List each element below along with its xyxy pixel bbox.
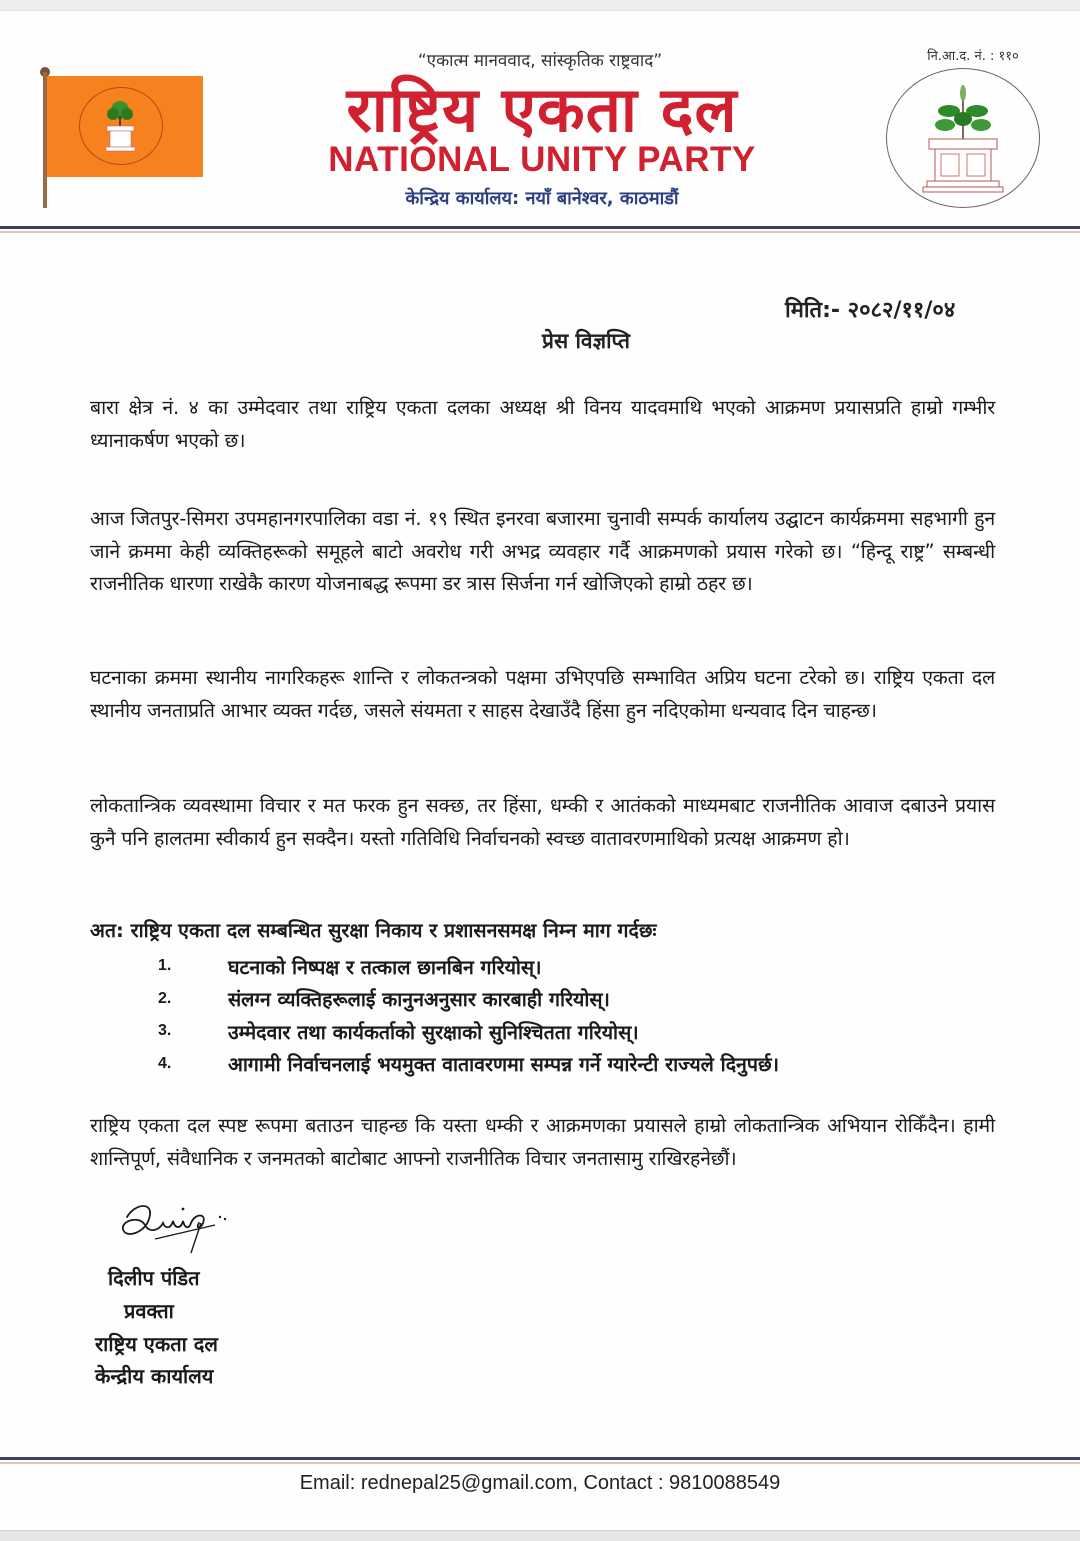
party-name-english: NATIONAL UNITY PARTY	[328, 140, 756, 179]
paragraph-1: बारा क्षेत्र नं. ४ का उम्मेदवार तथा राष्ट्रिय एकता दलका अध्यक्ष श्री विनय यादवमाथि भएको आक्रमण प्रयासप्रति हाम्रो गम्भीर ध्यानाकर्षण भएको छ।	[90, 396, 995, 452]
signatory-designation: प्रवक्ता	[124, 1299, 174, 1323]
document-title: प्रेस विज्ञप्ति	[542, 329, 630, 353]
paragraph-4: लोकतान्त्रिक व्यवस्थामा विचार र मत फरक हुन सक्छ, तर हिंसा, धम्की र आतंकको माध्यमबाट राजनीतिक आवाज दबाउने प्रयास कुनै पनि हालतमा स्वीकार्य हुन सक्दैन। यस्तो गतिविधि निर्वाचनको स्वच्छ वातावरणमाथिको प्रत्यक्ष आक्रमण हो।	[90, 794, 995, 850]
footer-divider-accent	[0, 1462, 1080, 1464]
demand-item	[158, 983, 998, 1016]
signatory-name: दिलीप पंडित	[108, 1266, 200, 1290]
party-motto: “एकात्म मानववाद, सांस्कृतिक राष्ट्रवाद”	[417, 51, 663, 71]
demand-number: 1.	[158, 957, 172, 975]
demand-number: 2.	[158, 989, 172, 1007]
paragraph-3: घटनाका क्रममा स्थानीय नागरिकहरू शान्ति र लोकतन्त्रको पक्षमा उभिएपछि सम्भावित अप्रिय घटना टरेको छ। राष्ट्रिय एकता दल स्थानीय जनताप्रति आभार व्यक्त गर्दछ, जसले संयमता र साहस देखाउँदै हिंसा हुन नदिएकोमा धन्यवाद दिन चाहन्छ।	[90, 666, 995, 722]
paragraph-2: आज जितपुर-सिमरा उपमहानगरपालिका वडा नं. १९ स्थित इनरवा बजारमा चुनावी सम्पर्क कार्यालय उद्घाटन कार्यक्रममा सहभागी हुन जाने क्रममा केही व्यक्तिहरूको समूहले बाटो अवरोध गरी अभद्र व्यवहार गर्दै आक्रमणको प्रयास गरेको छ। “हिन्दू राष्ट्र” सम्बन्धी राजनीतिक धारणा राखेकै कारण योजनाबद्ध रूपमा डर त्रास सिर्जना गर्न खोजिएको हाम्रो ठहर छ।	[90, 507, 995, 595]
demand-number: 4.	[158, 1054, 172, 1072]
party-name-nepali: राष्ट्रिय एकता दल	[346, 73, 738, 146]
demand-text: संलग्न व्यक्तिहरूलाई कानुनअनुसार कारबाही गरियोस्।	[228, 988, 610, 1012]
demand-item	[158, 1048, 998, 1081]
footer-contact: Email: rednepal25@gmail.com, Contact : 9810088549	[299, 1472, 781, 1494]
demand-number: 3.	[158, 1022, 172, 1040]
flag-emblem-icon	[79, 87, 163, 165]
footer-divider	[0, 1457, 1080, 1460]
signatory-organization: राष्ट्रिय एकता दल	[95, 1332, 218, 1356]
header-divider	[0, 226, 1080, 229]
handwritten-signature	[115, 1195, 245, 1260]
demands-intro: अत: राष्ट्रिय एकता दल सम्बन्धित सुरक्षा निकाय र प्रशासनसमक्ष निम्न माग गर्दछः	[90, 919, 657, 942]
demand-text: उम्मेदवार तथा कार्यकर्ताको सुरक्षाको सुनिश्चितता गरियोस्।	[228, 1020, 639, 1044]
office-address: केन्द्रिय कार्यालय: नयाँ बानेश्वर, काठमाडौं	[405, 188, 679, 209]
signatory-office: केन्द्रीय कार्यालय	[95, 1364, 214, 1388]
viewer-bottom-bar	[0, 1530, 1080, 1541]
viewer-top-bar	[0, 0, 1080, 11]
header-divider-accent	[0, 231, 1080, 233]
document-date: मिति:- २०८२/११/०४	[785, 298, 956, 323]
demand-text: आगामी निर्वाचनलाई भयमुक्त वातावरणमा सम्पन्न गर्ने ग्यारेन्टी राज्यले दिनुपर्छ।	[228, 1053, 780, 1077]
party-election-symbol-icon	[886, 68, 1040, 208]
demand-text: घटनाको निष्पक्ष र तत्काल छानबिन गरियोस्।	[228, 955, 542, 979]
registration-number: नि.आ.द. नं. : ११०	[927, 49, 1019, 64]
demands-list	[158, 950, 998, 1080]
closing-paragraph: राष्ट्रिय एकता दल स्पष्ट रूपमा बताउन चाहन्छ कि यस्ता धम्की र आक्रमणका प्रयासले हाम्रो लोकतान्त्रिक अभियान रोकिँदैन। हामी शान्तिपूर्ण, संवैधानिक र जनमतको बाटोबाट आफ्नो राजनीतिक विचार जनतासामु राखिरहनेछौं।	[90, 1114, 995, 1170]
demand-item	[158, 950, 998, 983]
demand-item	[158, 1015, 998, 1048]
